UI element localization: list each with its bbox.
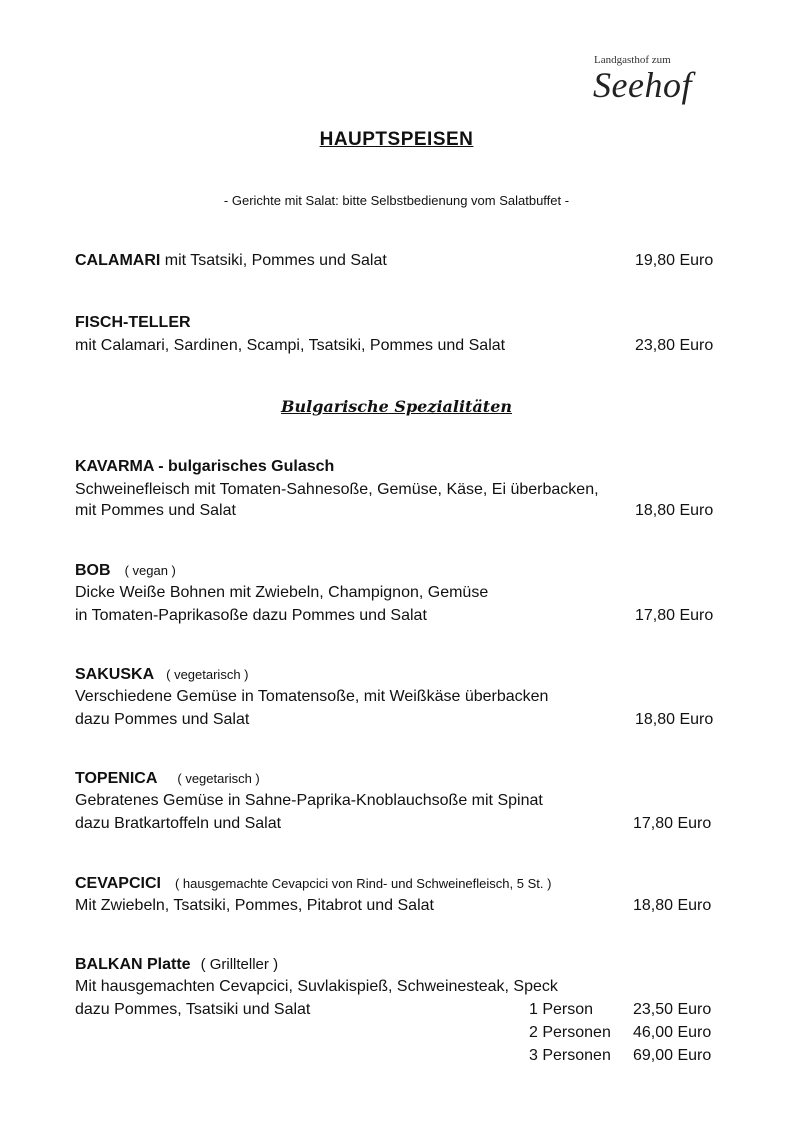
page-subtitle: - Gerichte mit Salat: bitte Selbstbedienung vom Salatbuffet - (223, 193, 570, 208)
item-price: 18,80 Euro (635, 502, 714, 519)
item-description: Mit hausgemachten Cevapcici, Suvlakispieß, Schweinesteak, Speck (75, 978, 558, 995)
item-price: 23,80 Euro (635, 337, 714, 354)
item-price: 17,80 Euro (633, 815, 712, 832)
item-name: BOB (75, 562, 111, 579)
menu-item-calamari (75, 252, 387, 270)
menu-item-topenica-header (75, 770, 260, 788)
item-price: 69,00 Euro (633, 1047, 712, 1064)
item-name: CEVAPCICI (75, 875, 161, 892)
section-title: Bulgarische Spezialitäten (281, 397, 512, 416)
item-description: dazu Bratkartoffeln und Salat (75, 815, 282, 832)
item-name: FISCH-TELLER (75, 314, 191, 331)
portion-size: 2 Personen (529, 1024, 611, 1041)
menu-item-cevapcici-header (75, 875, 551, 893)
menu-item-sakuska-header (75, 666, 249, 684)
item-name: BALKAN Platte (75, 956, 191, 973)
item-description: in Tomaten-Paprikasoße dazu Pommes und Salat (75, 607, 427, 624)
item-description: dazu Pommes und Salat (75, 711, 250, 728)
item-name: TOPENICA (75, 770, 158, 787)
item-description: dazu Pommes, Tsatsiki und Salat (75, 1001, 311, 1018)
item-price: 17,80 Euro (635, 607, 714, 624)
item-note: ( vegetarisch ) (177, 771, 260, 786)
item-description: Schweinefleisch mit Tomaten-Sahnesoße, Gemüse, Käse, Ei überbacken, (75, 481, 599, 498)
item-description: Gebratenes Gemüse in Sahne-Paprika-Knoblauchsoße mit Spinat (75, 792, 543, 809)
menu-item-bob-header (75, 562, 176, 580)
logo-title: Seehof (593, 65, 692, 105)
item-price: 18,80 Euro (635, 711, 714, 728)
item-description: Verschiedene Gemüse in Tomatensoße, mit Weißkäse überbacken (75, 688, 549, 705)
item-price: 23,50 Euro (633, 1001, 712, 1018)
item-note: ( hausgemachte Cevapcici von Rind- und Schweinefleisch, 5 St. ) (174, 876, 552, 891)
item-description: mit Calamari, Sardinen, Scampi, Tsatsiki, Pommes und Salat (75, 337, 506, 354)
page-title: HAUPTSPEISEN (319, 129, 474, 150)
menu-item-balkan-header (75, 956, 278, 974)
item-note: ( Grillteller ) (200, 956, 279, 973)
portion-size: 1 Person (529, 1001, 594, 1018)
item-price: 46,00 Euro (633, 1024, 712, 1041)
item-description: mit Pommes und Salat (75, 502, 236, 519)
logo-subtitle: Landgasthof zum (594, 54, 671, 66)
item-price: 19,80 Euro (635, 252, 714, 269)
item-name: KAVARMA - bulgarisches Gulasch (75, 458, 335, 475)
item-description: Mit Zwiebeln, Tsatsiki, Pommes, Pitabrot und Salat (75, 897, 434, 914)
item-description: Dicke Weiße Bohnen mit Zwiebeln, Champignon, Gemüse (75, 584, 489, 601)
item-note: ( vegan ) (124, 563, 176, 578)
item-description: mit Tsatsiki, Pommes und Salat (160, 252, 387, 269)
item-price: 18,80 Euro (633, 897, 712, 914)
portion-size: 3 Personen (529, 1047, 611, 1064)
item-name: CALAMARI (75, 252, 161, 269)
item-name: SAKUSKA (75, 666, 155, 683)
item-note: ( vegetarisch ) (166, 667, 249, 682)
